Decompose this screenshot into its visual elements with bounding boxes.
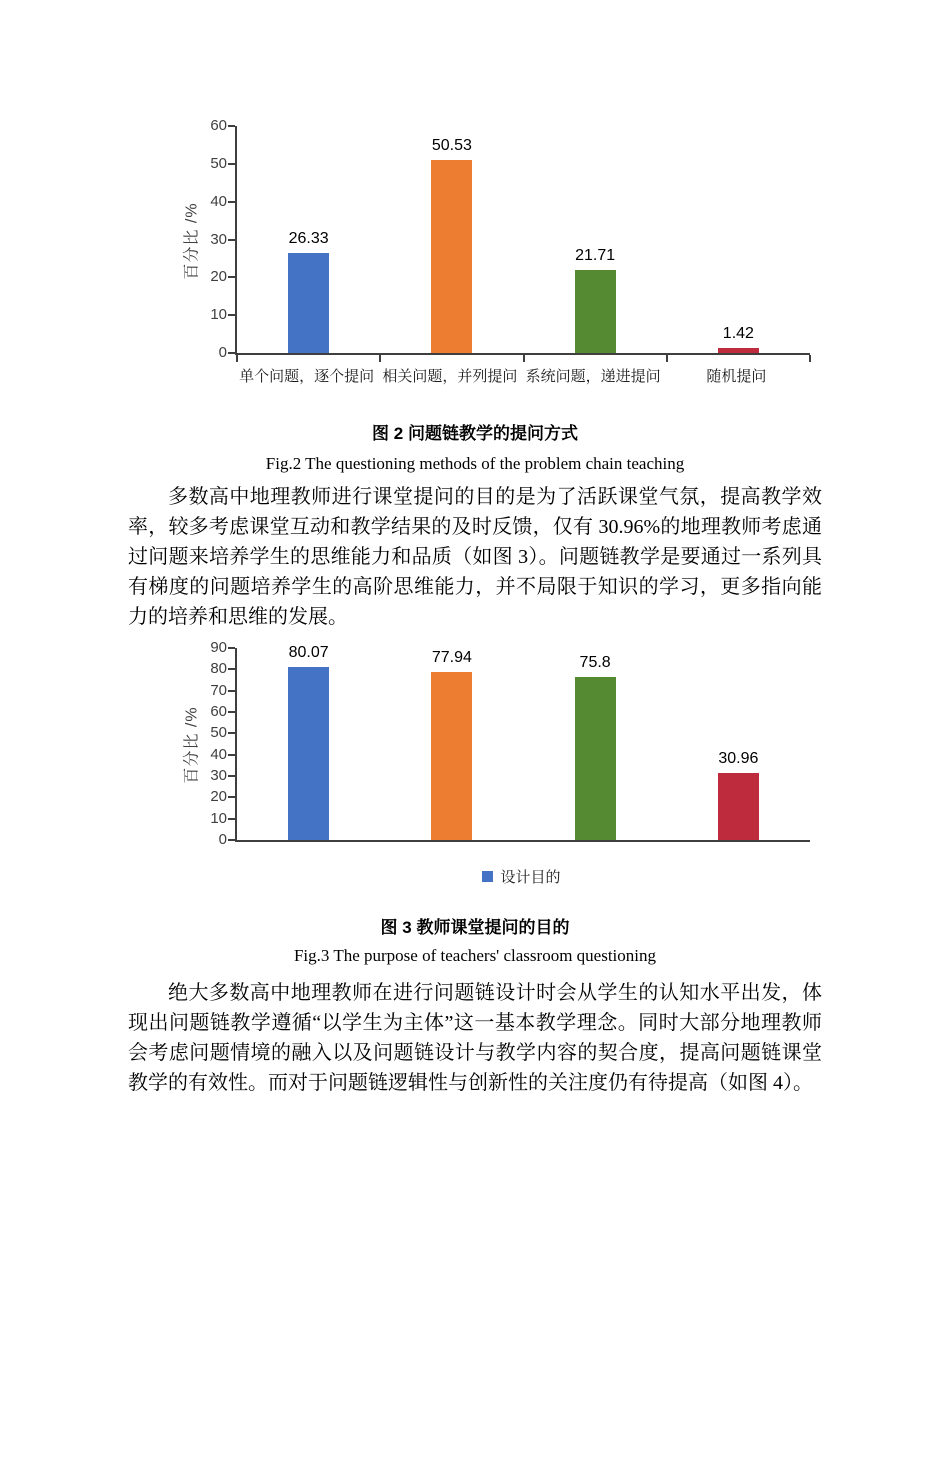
y-tick-label: 50 — [210, 154, 227, 172]
figure3-chart-canvas — [168, 640, 814, 890]
bar-value-label: 26.33 — [288, 229, 329, 247]
bar-value-label: 50.53 — [431, 137, 472, 155]
bar-value-label: 21.71 — [575, 247, 616, 265]
y-tick-mark — [228, 732, 235, 734]
x-tick-label: 单个问题，逐个提问 — [239, 368, 375, 385]
bar — [288, 667, 329, 840]
y-tick-label: 0 — [218, 831, 227, 848]
y-tick-mark — [228, 711, 235, 713]
y-tick-label: 50 — [210, 724, 227, 742]
y-tick-mark — [228, 125, 235, 127]
bar-value-label: 1.42 — [722, 324, 754, 342]
x-tick-mark — [379, 355, 381, 362]
x-tick-label: 相关问题，并列提问 — [382, 368, 518, 385]
bar — [718, 348, 759, 353]
paragraph-1: 多数高中地理教师进行课堂提问的目的是为了活跃课堂气氛，提高教学效率，较多考虑课堂互动和教学结果的及时反馈，仅有 30.96%的地理教师考虑通过问题来培养学生的思维能力和品质（如图 3）。问题链教学是要通过一系列具有梯度的问题培养学生的高阶思维能力，并不局限于知识的学习，更多指向能力的培养和思维的发展。 — [128, 486, 822, 628]
y-tick-label: 10 — [210, 809, 227, 827]
y-tick-mark — [228, 239, 235, 241]
page-content — [128, 118, 822, 1098]
bar-value-label: 77.94 — [431, 649, 472, 666]
y-tick-mark — [228, 163, 235, 165]
x-tick-mark — [236, 355, 238, 362]
x-axis-labels — [235, 365, 808, 389]
paragraph-2: 绝大多数高中地理教师在进行问题链设计时会从学生的认知水平出发，体现出问题链教学遵循“以学生为主体”这一基本教学理念。同时大部分地理教师会考虑问题情境的融入以及问题链设计与教学内容的契合度，提高问题链课堂教学的有效性。而对于问题链逻辑性与创新性的关注度仍有待提高（如图 4）。 — [128, 982, 822, 1094]
plot-area — [210, 117, 810, 361]
figure2-caption-en: Fig.2 The questioning methods of the problem chain teaching — [265, 454, 685, 473]
x-tick-mark — [666, 355, 668, 362]
figure2-caption-cn: 图 2 问题链教学的提问方式 — [372, 424, 578, 443]
y-tick-label: 40 — [210, 745, 227, 763]
x-tick-mark — [523, 355, 525, 362]
y-tick-mark — [228, 668, 235, 670]
y-tick-mark — [228, 201, 235, 203]
y-tick-label: 60 — [210, 703, 227, 721]
y-tick-mark — [228, 314, 235, 316]
y-tick-label: 30 — [210, 767, 227, 785]
bar — [575, 270, 616, 353]
plot-area — [210, 639, 810, 848]
y-tick-label: 40 — [210, 192, 227, 210]
bar-value-label: 80.07 — [288, 644, 329, 662]
bar — [718, 773, 759, 840]
bar-value-label: 75.8 — [579, 653, 611, 671]
bar — [431, 672, 472, 840]
y-tick-label: 10 — [210, 306, 227, 324]
bar — [288, 253, 329, 353]
y-tick-label: 20 — [210, 268, 227, 286]
document-page — [0, 118, 950, 1462]
y-tick-mark — [228, 690, 235, 692]
bar-value-label: 30.96 — [718, 750, 759, 768]
y-tick-mark — [228, 352, 235, 354]
y-tick-mark — [228, 818, 235, 820]
y-tick-mark — [228, 839, 235, 841]
figure2-chart-canvas — [168, 118, 814, 390]
y-tick-mark — [228, 796, 235, 798]
y-axis-label: 百分比 /% — [183, 706, 201, 784]
y-tick-label: 80 — [210, 660, 227, 678]
y-tick-label: 0 — [218, 344, 227, 361]
figure2-bar-chart — [168, 118, 814, 390]
legend-label: 设计目的 — [500, 869, 561, 886]
chart-legend — [235, 866, 808, 887]
bar — [575, 677, 616, 840]
y-tick-mark — [228, 775, 235, 777]
bar — [431, 160, 472, 353]
legend-swatch — [482, 871, 493, 882]
figure3-caption-cn: 图 3 教师课堂提问的目的 — [380, 918, 570, 937]
x-tick-label: 系统问题，递进提问 — [525, 368, 661, 385]
y-tick-label: 60 — [210, 117, 227, 134]
x-tick-mark — [809, 355, 811, 362]
y-tick-mark — [228, 276, 235, 278]
figure3-caption-en: Fig.3 The purpose of teachers' classroom questioning — [293, 946, 657, 965]
figure3-bar-chart — [168, 640, 814, 890]
y-tick-label: 90 — [210, 639, 227, 656]
y-tick-label: 30 — [210, 230, 227, 248]
y-tick-mark — [228, 754, 235, 756]
y-axis-label: 百分比 /% — [183, 201, 201, 280]
y-tick-mark — [228, 647, 235, 649]
y-tick-label: 20 — [210, 788, 227, 806]
x-tick-label: 随机提问 — [706, 368, 767, 385]
y-tick-label: 70 — [210, 681, 227, 699]
